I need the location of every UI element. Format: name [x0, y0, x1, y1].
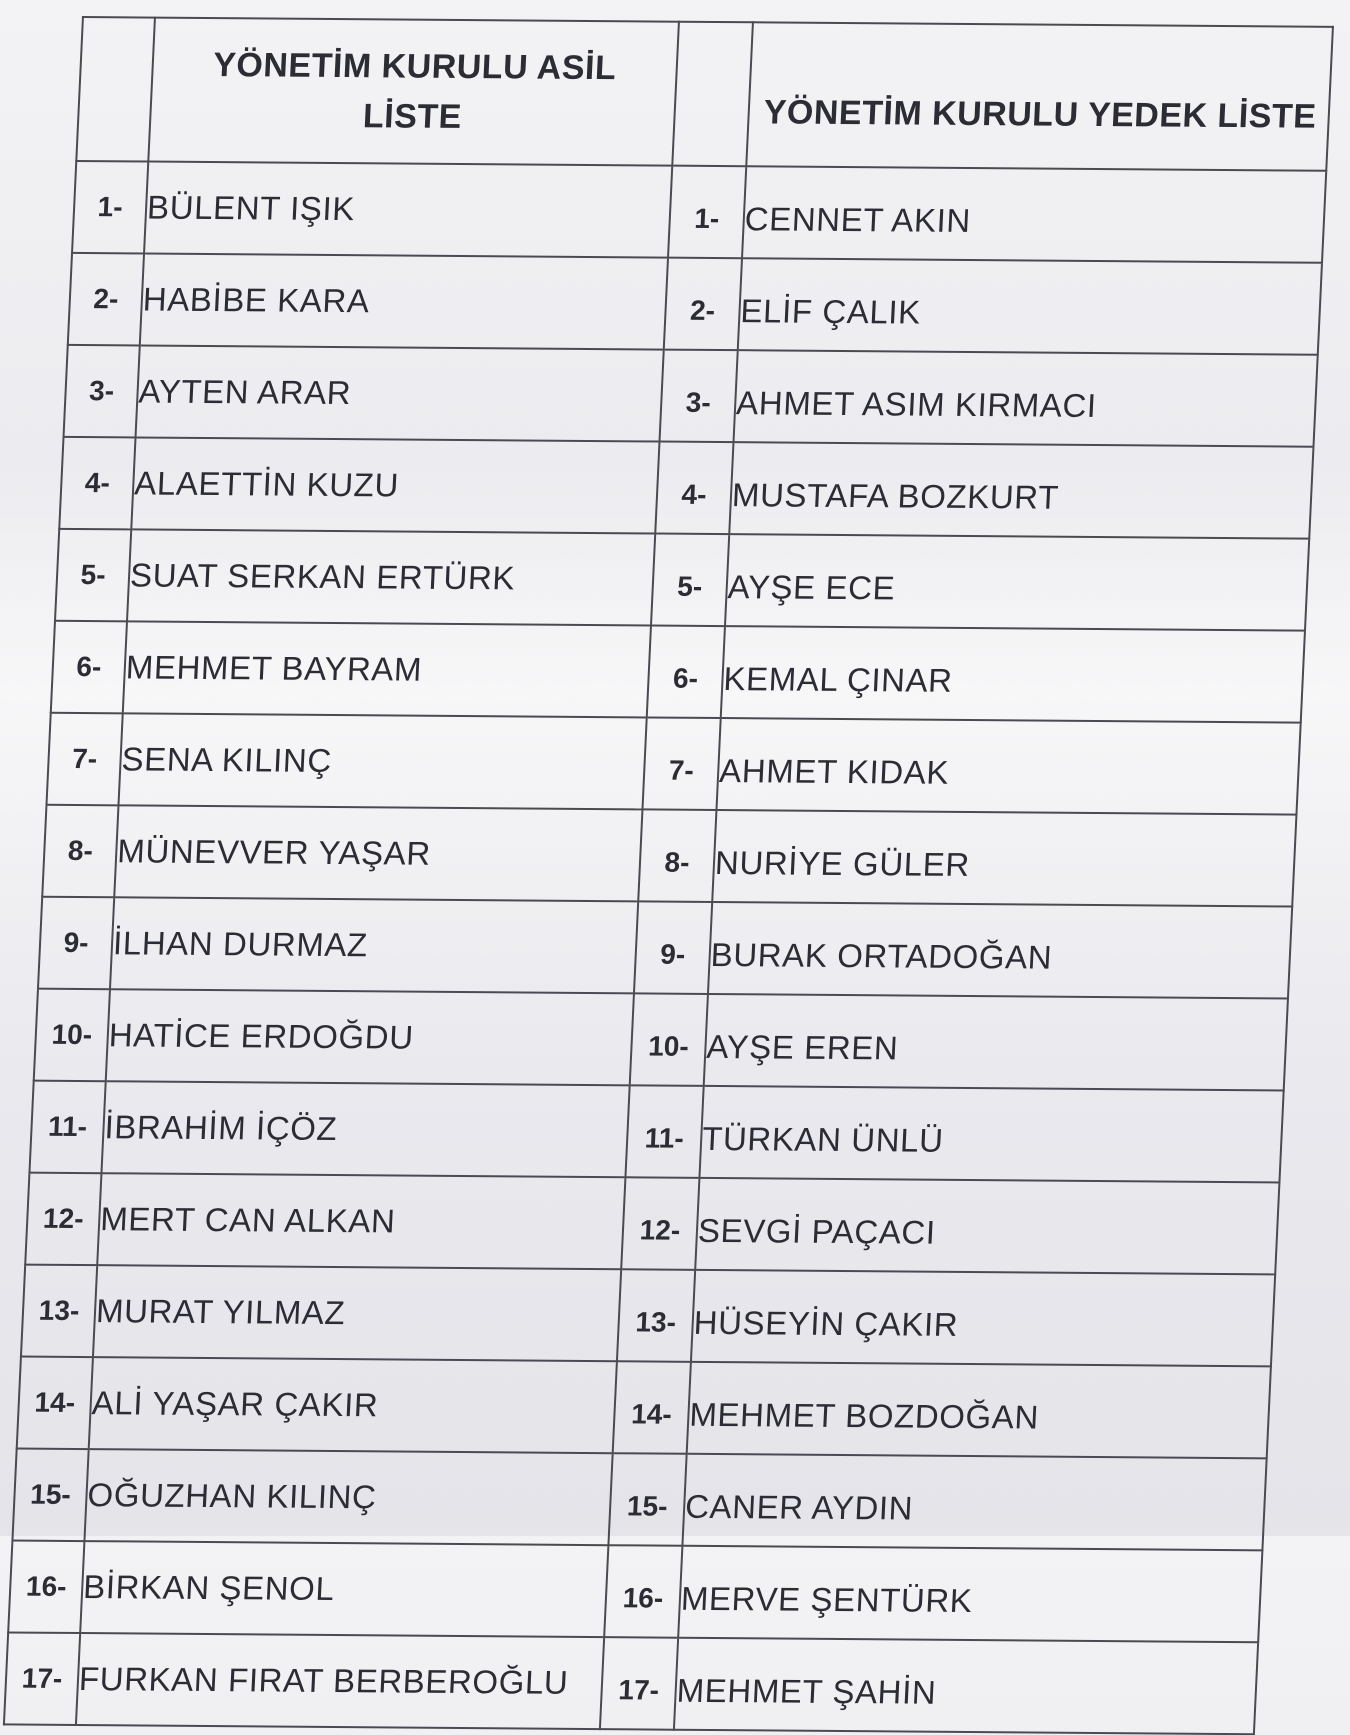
table-row	[55, 529, 1309, 631]
yedek-number: 15-	[608, 1453, 686, 1546]
asil-member-name: MÜNEVVER YAŞAR	[114, 805, 642, 901]
header-empty-cell-left	[76, 17, 155, 162]
table-header-row	[76, 17, 1333, 171]
yedek-number: 17-	[600, 1637, 678, 1730]
yedek-number: 7-	[642, 717, 720, 810]
yedek-number: 9-	[634, 901, 712, 994]
asil-member-name: BİRKAN ŞENOL	[80, 1541, 608, 1637]
yedek-member-name: MEHMET ŞAHİN	[674, 1638, 1258, 1735]
yedek-number: 1-	[668, 166, 746, 259]
yedek-number: 5-	[651, 534, 729, 627]
table-row	[25, 1173, 1279, 1275]
table-row	[4, 1632, 1258, 1734]
asil-member-name: MURAT YILMAZ	[93, 1265, 621, 1361]
asil-number: 3-	[64, 345, 140, 438]
asil-member-name: İLHAN DURMAZ	[110, 897, 638, 993]
asil-number: 8-	[42, 805, 118, 898]
yedek-number: 8-	[638, 809, 716, 902]
yedek-member-name: KEMAL ÇINAR	[721, 626, 1305, 723]
asil-list-header	[148, 18, 679, 166]
yedek-number: 12-	[621, 1177, 699, 1270]
asil-list-title-line1: YÖNETİM KURULU ASİL	[212, 46, 618, 88]
asil-number: 10-	[34, 989, 110, 1082]
table-row	[34, 989, 1288, 1091]
yedek-number: 10-	[630, 993, 708, 1086]
header-empty-cell-right	[672, 22, 753, 167]
table-row	[42, 805, 1296, 907]
table-row	[64, 345, 1318, 447]
yedek-member-name: MUSTAFA BOZKURT	[729, 442, 1313, 539]
asil-member-name: ALAETTİN KUZU	[131, 437, 659, 533]
board-list-table	[3, 16, 1334, 1735]
asil-member-name: MERT CAN ALKAN	[97, 1173, 625, 1269]
asil-member-name: ALİ YAŞAR ÇAKIR	[89, 1357, 617, 1453]
table-row	[68, 253, 1322, 355]
table-row	[51, 621, 1305, 723]
table-row	[29, 1081, 1283, 1183]
yedek-member-name: MERVE ŞENTÜRK	[678, 1546, 1262, 1643]
yedek-member-name: ELİF ÇALIK	[738, 258, 1322, 355]
asil-member-name: MEHMET BAYRAM	[123, 621, 651, 717]
yedek-number: 13-	[617, 1269, 695, 1362]
yedek-member-name: AHMET KIDAK	[716, 718, 1300, 815]
asil-member-name: OĞUZHAN KILINÇ	[84, 1449, 612, 1545]
asil-number: 4-	[59, 437, 135, 530]
asil-member-name: BÜLENT IŞIK	[144, 162, 672, 258]
asil-number: 17-	[4, 1632, 80, 1725]
yedek-member-name: SEVGİ PAÇACI	[695, 1178, 1279, 1275]
yedek-member-name: CANER AYDIN	[682, 1454, 1266, 1551]
asil-number: 12-	[25, 1173, 101, 1266]
table-row	[59, 437, 1313, 539]
table-row	[38, 897, 1292, 999]
asil-member-name: AYTEN ARAR	[136, 345, 664, 441]
yedek-member-name: NURİYE GÜLER	[712, 810, 1296, 907]
yedek-number: 14-	[613, 1361, 691, 1454]
yedek-member-name: HÜSEYİN ÇAKIR	[691, 1270, 1275, 1367]
asil-number: 15-	[12, 1449, 88, 1542]
yedek-member-name: TÜRKAN ÜNLÜ	[699, 1086, 1283, 1183]
asil-number: 2-	[68, 253, 144, 346]
table-row	[8, 1541, 1262, 1643]
asil-member-name: İBRAHİM İÇÖZ	[101, 1081, 629, 1177]
yedek-number: 3-	[660, 350, 738, 443]
asil-number: 14-	[17, 1357, 93, 1450]
yedek-number: 4-	[655, 442, 733, 535]
asil-list-title-line2: LİSTE	[362, 97, 463, 136]
yedek-member-name: AYŞE EREN	[704, 994, 1288, 1091]
yedek-list-header: YÖNETİM KURULU YEDEK LİSTE	[746, 22, 1333, 171]
asil-number: 1-	[72, 161, 148, 254]
yedek-number: 16-	[604, 1545, 682, 1638]
yedek-member-name: BURAK ORTADOĞAN	[708, 902, 1292, 999]
asil-number: 5-	[55, 529, 131, 622]
yedek-member-name: CENNET AKIN	[742, 166, 1326, 263]
asil-number: 9-	[38, 897, 114, 990]
yedek-number: 2-	[664, 258, 742, 351]
table-row	[46, 713, 1300, 815]
table-row	[17, 1357, 1271, 1459]
asil-member-name: SUAT SERKAN ERTÜRK	[127, 529, 655, 625]
asil-member-name: HABİBE KARA	[140, 253, 668, 349]
asil-number: 11-	[29, 1081, 105, 1174]
asil-member-name: HATİCE ERDOĞDU	[106, 989, 634, 1085]
yedek-member-name: AYŞE ECE	[725, 534, 1309, 631]
table-row	[72, 161, 1326, 263]
yedek-number: 6-	[647, 625, 725, 718]
table-row	[12, 1449, 1266, 1551]
table-row	[21, 1265, 1275, 1367]
asil-member-name: FURKAN FIRAT BERBEROĞLU	[76, 1633, 604, 1729]
yedek-number: 11-	[625, 1085, 703, 1178]
asil-number: 7-	[46, 713, 122, 806]
yedek-member-name: AHMET ASIM KIRMACI	[734, 350, 1318, 447]
yedek-member-name: MEHMET BOZDOĞAN	[687, 1362, 1271, 1459]
asil-number: 6-	[51, 621, 127, 714]
asil-member-name: SENA KILINÇ	[118, 713, 646, 809]
asil-number: 16-	[8, 1541, 84, 1634]
asil-number: 13-	[21, 1265, 97, 1358]
